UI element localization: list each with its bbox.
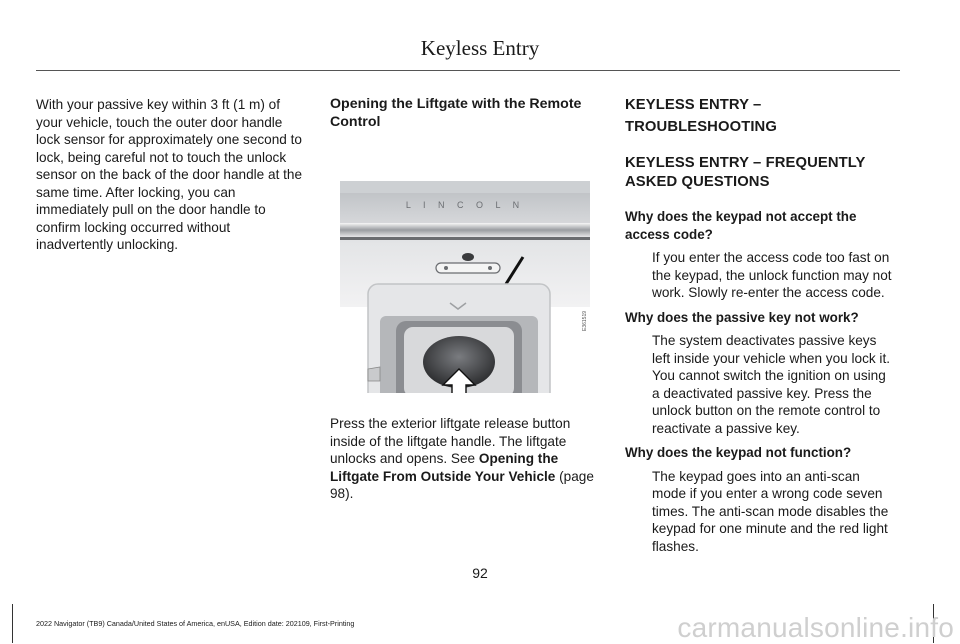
faq-question-3: Why does the keypad not function? — [625, 445, 852, 460]
page-number: 92 — [472, 565, 488, 581]
watermark-text: carmanualsonline.info — [677, 612, 954, 643]
faq-question-1: Why does the keypad not accept the access code? — [625, 209, 857, 242]
header-divider — [36, 70, 900, 71]
cross-reference-link[interactable]: Opening the Liftgate From Outside Your Vehicle — [330, 451, 559, 484]
faq-answer-3: The keypad goes into an anti-scan mode if you enter a wrong code seven times. The anti-scan mode disables the keypad for one minute and the red light flashes. — [652, 468, 889, 554]
column-middle — [330, 96, 604, 503]
release-text-before: Press the exterior liftgate release button inside of the liftgate handle. The liftgate unlocks and opens. See — [330, 416, 571, 466]
crop-mark-left — [12, 604, 13, 643]
figure-code-label: E361519 — [582, 310, 588, 331]
liftgate-remote-heading: Opening the Liftgate with the Remote Control — [330, 96, 582, 130]
liftgate-release-paragraph — [330, 415, 604, 503]
lincoln-badge-text: L I N C O L N — [405, 200, 525, 210]
edition-footer: 2022 Navigator (TB9) Canada/United States of America, enUSA, Edition date: 202109, First-Printing — [36, 619, 355, 628]
column-right — [625, 96, 895, 555]
page-header-title: Keyless Entry — [420, 36, 540, 60]
troubleshooting-title-line1: KEYLESS ENTRY – — [625, 97, 762, 113]
release-text-after: (page 98). — [330, 468, 594, 501]
faq-answer-2: The system deactivates passive keys left inside your vehicle when you lock it. You cannot switch the ignition on using a deactivated passive key. Press the unlock button on the remote control to reactivate a passive key. — [652, 333, 891, 436]
liftgate-illustration-svg — [340, 141, 590, 393]
faq-heading: KEYLESS ENTRY – FREQUENTLY ASKED QUESTIONS — [625, 155, 866, 190]
faq-question-2: Why does the passive key not work? — [625, 309, 859, 325]
faq-answer-1: If you enter the access code too fast on the keypad, the unlock function may not work. Slowly re-enter the access code. — [652, 250, 892, 300]
liftgate-handle-illustration — [340, 141, 590, 393]
troubleshooting-title-line2: TROUBLESHOOTING — [625, 119, 777, 135]
lock-instructions-paragraph: With your passive key within 3 ft (1 m) of your vehicle, touch the outer door handle lock sensor for approximately one second to lock, being careful not to touch the unlock sensor on the back of the door handle at the same time. After locking, you can immediately pull on the door handle to confirm locking occurred without inadvertently unlocking. — [36, 97, 303, 252]
column-left — [36, 96, 308, 254]
